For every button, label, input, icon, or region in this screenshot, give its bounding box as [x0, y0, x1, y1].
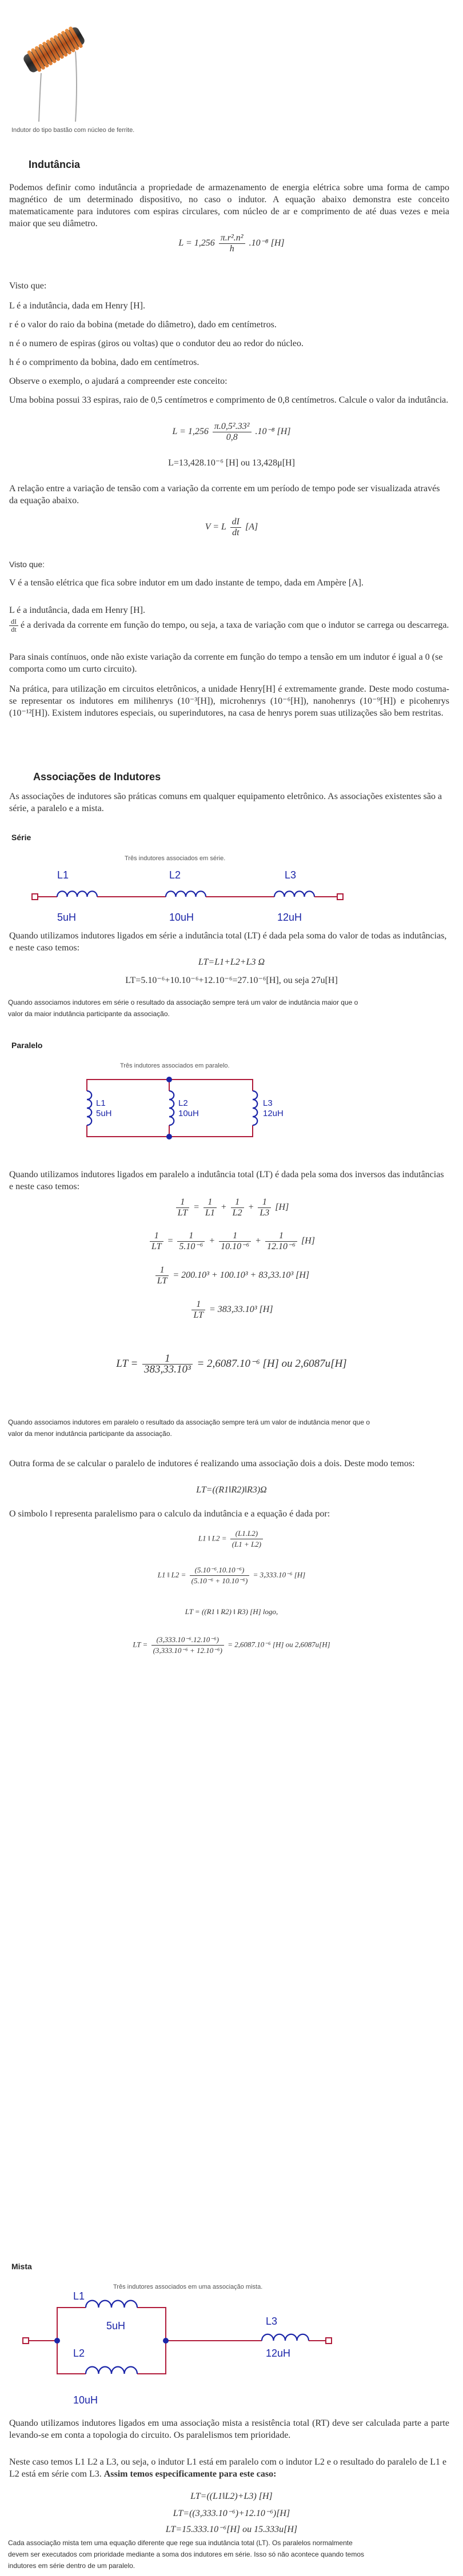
image-caption: Indutor do tipo bastão com núcleo de ferrite.	[11, 127, 135, 134]
inductor-L1-coil	[57, 891, 97, 897]
label-L3: L3	[263, 1098, 273, 1108]
eq2-fraction	[213, 422, 252, 443]
num: (3,333.10⁻⁶.12.10⁻⁶)	[151, 1635, 224, 1646]
serie-figure-title: Três indutores associados em série.	[125, 855, 226, 862]
didt-numerator: dI	[9, 618, 18, 626]
frac	[176, 1197, 189, 1218]
num: 1	[176, 1197, 189, 1208]
label-L1: L1	[73, 2290, 85, 2302]
frac	[258, 1197, 271, 1218]
coil-loop	[57, 891, 67, 897]
den: LT	[177, 1208, 188, 1218]
paralelo-equation-i: LT = ((R1 ‖ R2) ‖ R3) [H] logo,	[185, 1607, 278, 1616]
num: 1	[142, 1354, 193, 1365]
paralelo-equation-g	[0, 1528, 463, 1550]
eq1-lhs: L = 1,256	[178, 238, 215, 248]
coil-loop	[274, 891, 285, 897]
den: (3,333.10⁻⁶ + 12.10⁻⁶)	[153, 1646, 223, 1655]
den: LT	[151, 1242, 162, 1251]
mista-note: Cada associação mista tem uma equação diferente que rege sua indutância total (LT). Os paralelos normalmente devem ser executados com prioridade mediante a soma dos indutores em série. Isso só não acontece quando temos indutores em série dentro de um paralelo.	[8, 2539, 365, 2570]
num: 1	[231, 1197, 244, 1208]
paralelo-equation-j	[0, 1635, 463, 1656]
paralelo-note: Quando associamos indutores em paralelo o resultado da associação sempre terá um valor de indutância menor que o valor da menor indutância participante da associação.	[8, 1418, 370, 1438]
label-L2: L2	[73, 2348, 85, 2359]
coil-loop	[77, 891, 87, 897]
mista-paragraph-1: Quando utilizamos indutores ligados em uma associação mista a resistência total (RT) deve ser calculada parte a parte levando-se em conta a topologia do circuito. Os paralelismos tem prioridade.	[9, 2418, 449, 2440]
paralelo-equation-e	[0, 1354, 463, 1375]
value-L3: 12uH	[263, 1109, 284, 1118]
den: 5.10⁻⁶	[179, 1242, 203, 1251]
unit: [H]	[275, 1202, 289, 1213]
indutancia-paragraph-4: Na prática, para utilização em circuitos eletrônicos, a unidade Henry[H] é extremamente grande. Deste modo costuma-se representar os indutores em milihenrys (10⁻³[H]), microhenrys (10⁻⁶[H]), nanohenrys (10⁻⁹[H]) e picohenrys (10⁻¹²[H]). Existem indutores especiais, ou superindutores, na casa de henrys porem suas utilizações são bem restritas.	[9, 684, 449, 718]
definition-h: h é o comprimento da bobina, dado em centímetros.	[9, 358, 199, 367]
value-L1: 5uH	[106, 2320, 126, 2332]
frac	[265, 1231, 297, 1252]
coil-loop	[285, 891, 295, 897]
section-title-mista: Mista	[11, 2262, 32, 2271]
parallel-circuit-diagram	[0, 1068, 463, 1154]
definition-V: V é a tensão elétrica que fica sobre indutor em um dado instante de tempo, dada em Ampère [A].	[9, 578, 364, 588]
coil-loop	[186, 891, 196, 897]
terminal-right	[326, 2338, 332, 2344]
eq2-lhs: L = 1,256	[172, 427, 209, 437]
indutancia-paragraph-1: Podemos definir como indutância a propriedade de armazenamento de energia elétrica sobre uma forma de campo magnético de um determinado dispositivo, no caso o indutor. A equação abaixo demonstra este conceito matematicamente para indutores com espiras circulares, com núcleo de ar e comprimento de até duas vezes e meia maior que seu diâmetro.	[9, 183, 449, 228]
den: LT	[193, 1310, 203, 1320]
num: 1	[265, 1231, 297, 1242]
frac	[190, 1565, 250, 1586]
example-statement: Uma bobina possui 33 espiras, raio de 0,5 centímetros e comprimento de 0,8 centímetros. Calcule o valor da indutância.	[9, 395, 449, 405]
paralelo-equation-d	[0, 1299, 463, 1321]
frac	[230, 1528, 263, 1550]
frac	[142, 1354, 193, 1375]
didt-text: é a derivada da corrente em função do tempo, ou seja, a taxa de variação com que o indutor se carrega ou descarrega.	[21, 620, 449, 631]
value-L3: 12uH	[277, 912, 302, 923]
equation-example-substitution	[0, 422, 463, 443]
equation-inductance-formula	[0, 233, 463, 254]
num: 1	[219, 1231, 251, 1242]
mista-paragraph-2	[9, 2456, 449, 2480]
eq1-fraction	[219, 233, 245, 254]
label-L3: L3	[285, 869, 297, 881]
coil-loop	[176, 891, 186, 897]
paralelo-equation-h	[0, 1565, 463, 1586]
node-top	[166, 1077, 172, 1082]
mista-equation-3: LT=15.333.10⁻⁶[H] ou 15.333u[H]	[165, 2525, 298, 2534]
visto-que-2: Visto que:	[9, 560, 45, 569]
eq4-rhs: [A]	[245, 522, 258, 532]
didt-fraction	[9, 618, 18, 633]
node-right	[163, 2338, 169, 2344]
terminal-left	[32, 894, 38, 900]
series-circuit-diagram	[0, 862, 463, 925]
label-L2: L2	[169, 869, 181, 881]
value-L1: 5uH	[96, 1109, 112, 1118]
inductor-image	[11, 5, 97, 125]
coil-loop	[166, 891, 176, 897]
coil-loop	[262, 2334, 274, 2341]
eq1-numerator: π.r².n²	[219, 233, 245, 244]
associacoes-paragraph: As associações de indutores são práticas comuns em qualquer equipamento eletrônico. As associações existentes são a série, a paralelo e a mista.	[9, 792, 442, 813]
eq2-rhs: .10⁻⁸ [H]	[255, 427, 291, 437]
num: 1	[150, 1231, 163, 1242]
section-title-serie: Série	[11, 833, 31, 842]
coil-loop	[196, 891, 206, 897]
serie-equation-2: LT=5.10⁻⁶+10.10⁻⁶+12.10⁻⁶=27.10⁻⁶[H], ou seja 27u[H]	[125, 976, 338, 985]
definition-didt	[9, 618, 449, 633]
frac	[177, 1231, 205, 1252]
unit: [H]	[301, 1236, 315, 1246]
den: (5.10⁻⁶ + 10.10⁻⁶)	[191, 1576, 248, 1585]
den: 10.10⁻⁶	[221, 1242, 250, 1251]
num: (L1.L2)	[230, 1528, 263, 1539]
label-L1: L1	[96, 1098, 106, 1108]
didt-denominator: dt	[11, 625, 17, 633]
ferrite-rod-inductor-illustration	[11, 5, 97, 125]
coil-loop	[285, 2334, 297, 2341]
example-intro: Observe o exemplo, o ajudará a compreender este conceito:	[9, 376, 227, 386]
lhs: L1 ‖ L2 =	[198, 1534, 227, 1543]
inductor-L3-coil	[262, 2334, 309, 2341]
value-L3: 12uH	[266, 2348, 291, 2359]
serie-equation-1: LT=L1+L2+L3 Ω	[198, 957, 265, 967]
rhs: = 200.10³ + 100.10³ + 83,33.10³ [H]	[173, 1270, 310, 1281]
serie-note: Quando associamos indutores em série o resultado da associação sempre terá um valor de indutância maior que o valor da maior indutância participante da associação.	[8, 998, 358, 1018]
num: (5.10⁻⁶.10.10⁻⁶)	[190, 1565, 250, 1576]
label-L1: L1	[57, 869, 69, 881]
node-bottom	[166, 1134, 172, 1139]
rhs: = 2,6087.10⁻⁶ [H] ou 2,6087u[H]	[227, 1640, 330, 1649]
frac	[203, 1197, 217, 1218]
den: L2	[232, 1208, 242, 1218]
paralelo-equation-b: $\frac{1}{LT}$ = $\frac{1}{\text{5.10⁻⁶}}$ + $\frac{1}{\text{10.10⁻⁶}}$ + $\frac{1}{\text{12.10⁻⁶}}$ [H]	[0, 1231, 463, 1252]
lhs: L1 ‖ L2 =	[157, 1570, 186, 1579]
frac	[155, 1265, 169, 1286]
paralelo-equation-a: $\frac{1}{LT}$ = $\frac{1}{L1}$ + $\frac{1}{L2}$ + $\frac{1}{L3}$ [H]	[0, 1197, 463, 1218]
den: L1	[205, 1208, 215, 1218]
eq1-rhs: .10⁻⁸ [H]	[249, 238, 285, 248]
inductor-L3-coil	[274, 891, 314, 897]
eq1-denominator: h	[229, 244, 234, 254]
coil-loop	[305, 891, 315, 897]
num: 1	[177, 1231, 205, 1242]
frac	[191, 1299, 205, 1321]
paralelo-equation-c	[0, 1265, 463, 1286]
mista-paragraph-2-bold: Assim temos especificamente para este caso:	[103, 2469, 277, 2479]
paralelo-equation-f: LT=((R1‖R2)‖R3)Ω	[196, 1485, 267, 1495]
mista-equation-1: LT=((L1‖L2)+L3) [H]	[190, 2491, 273, 2501]
definition-r: r é o valor do raio da bobina (metade do diâmetro), dado em centímetros.	[9, 320, 277, 330]
num: 1	[191, 1299, 205, 1310]
equation-voltage-derivative	[0, 517, 463, 538]
coil-loop	[297, 2334, 309, 2341]
visto-que-1: Visto que:	[9, 281, 47, 291]
eq2-numerator: π.0,5².33²	[213, 422, 252, 432]
node-left	[54, 2338, 60, 2344]
mista-equation-2: LT=((3,333.10⁻⁶)+12.10⁻⁶)[H]	[173, 2509, 290, 2518]
indutancia-paragraph-2: A relação entre a variação de tensão com a variação da corrente em um período de tempo pode ser visualizada através da equação abaixo.	[9, 484, 440, 505]
eq4-fraction	[230, 517, 241, 538]
den: LT	[157, 1276, 167, 1286]
definition-L-henry: L é a indutância, dada em Henry [H].	[9, 605, 145, 615]
mixed-circuit-diagram	[0, 2290, 463, 2410]
coil-loop	[274, 2334, 286, 2341]
eq4-lhs: V = L	[205, 522, 226, 532]
num: 1	[258, 1197, 271, 1208]
paralelo-figure-title: Três indutores associados em paralelo.	[120, 1062, 230, 1069]
paralelo-paragraph-3: O simbolo ‖ representa paralelismo para o calculo da indutância e a equação é dada por:	[9, 1509, 330, 1519]
value-L2: 10uH	[169, 912, 194, 923]
coil-loop	[67, 891, 78, 897]
value-L2: 10uH	[178, 1109, 199, 1118]
rhs: = 2,6087.10⁻⁶ [H] ou 2,6087u[H]	[197, 1357, 347, 1370]
section-title-associacoes: Associações de Indutores	[33, 771, 161, 783]
rhs: = 383,33.10³ [H]	[209, 1305, 273, 1315]
label-L2: L2	[178, 1098, 188, 1108]
rhs: = 3,333.10⁻⁶ [H]	[253, 1570, 306, 1579]
num: 1	[155, 1265, 169, 1276]
eq2-denominator: 0,8	[226, 432, 238, 442]
lhs: LT =	[133, 1640, 148, 1649]
eq4-numerator: dI	[230, 517, 241, 528]
parallel-wires	[57, 2308, 166, 2374]
num: 1	[203, 1197, 217, 1208]
equation-example-result: L=13,428.10⁻⁶ [H] ou 13,428μ[H]	[168, 458, 295, 468]
value-L2: 10uH	[73, 2394, 98, 2406]
section-title-indutancia: Indutância	[29, 159, 81, 170]
definition-n: n é o numero de espiras (giros ou voltas) que o condutor deu ao redor do núcleo.	[9, 339, 304, 348]
den: 12.10⁻⁶	[266, 1242, 296, 1251]
indutancia-paragraph-3: Para sinais contínuos, onde não existe variação da corrente em função do tempo a tensão em um indutor é igual a 0 (se comporta como um curto circuito).	[9, 652, 443, 674]
frac	[219, 1231, 251, 1252]
value-L1: 5uH	[57, 912, 77, 923]
eq4-denominator: dt	[232, 528, 240, 537]
frac	[150, 1231, 163, 1252]
label-L3: L3	[266, 2316, 278, 2327]
coil-loop	[294, 891, 305, 897]
mista-paragraph-2-text: Neste caso temos L1 L2 a L3, ou seja, o indutor L1 está em paralelo com o indutor L2 e o resultado do paralelo de L1 e L2 está em série com L3.	[9, 2457, 447, 2479]
den: L3	[260, 1208, 270, 1218]
lhs: LT =	[116, 1357, 138, 1370]
terminal-left	[23, 2338, 29, 2344]
section-title-paralelo: Paralelo	[11, 1041, 43, 1050]
paralelo-paragraph-2: Outra forma de se calcular o paralelo de indutores é realizando uma associação dois a dois. Deste modo temos:	[9, 1459, 415, 1468]
terminal-right	[337, 894, 343, 900]
frac	[231, 1197, 244, 1218]
serie-paragraph: Quando utilizamos indutores ligados em série a indutância total (LT) é dada pela soma do valor de todas as indutâncias, e neste caso temos:	[9, 931, 447, 953]
coil-loop	[87, 891, 98, 897]
den: 383,33.10³	[144, 1363, 191, 1375]
mista-figure-title: Três indutores associados em uma associação mista.	[113, 2284, 263, 2290]
frac	[151, 1635, 224, 1656]
paralelo-paragraph-1: Quando utilizamos indutores ligados em paralelo a indutância total (LT) é dada pela soma dos inversos das indutâncias e neste caso temos:	[9, 1170, 444, 1191]
den: (L1 + L2)	[232, 1540, 262, 1548]
definition-L: L é a indutância, dada em Henry [H].	[9, 301, 145, 311]
inductor-L2-coil	[166, 891, 206, 897]
